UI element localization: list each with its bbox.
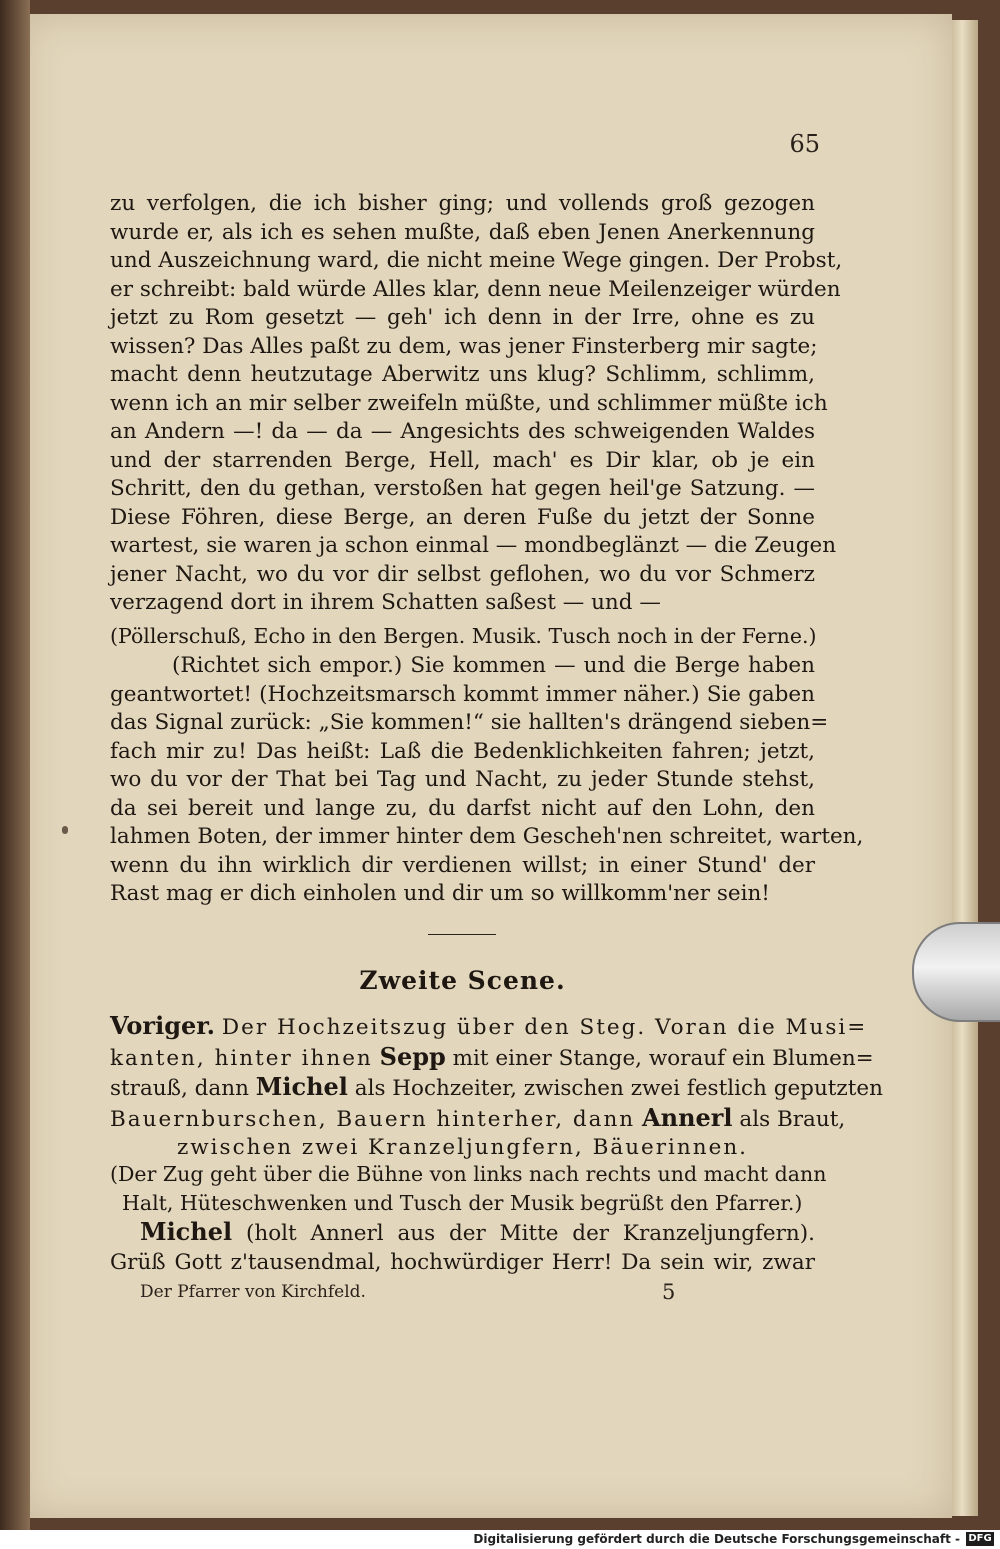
footer-book-title: Der Pfarrer von Kirchfeld. bbox=[140, 1282, 366, 1302]
page-clip bbox=[912, 922, 1000, 1022]
text-line: fach mir zu! Das heißt: Laß die Bedenklichkeiten fahren; jetzt, bbox=[110, 738, 815, 764]
cast-text: als Braut, bbox=[739, 1106, 846, 1132]
cast-text: als Hochzeiter, zwischen zwei festlich geputzten bbox=[354, 1076, 883, 1101]
character-name: Annerl bbox=[642, 1102, 733, 1132]
text-line: geantwortet! (Hochzeitsmarsch kommt immer näher.) Sie gaben bbox=[110, 681, 815, 707]
speaker-name: Michel bbox=[140, 1217, 233, 1246]
cast-line bbox=[110, 1011, 868, 1043]
text-line: da sei bereit und lange zu, du darfst nicht auf den Lohn, den bbox=[110, 795, 815, 821]
dialogue-line: Grüß Gott z'tausendmal, hochwürdiger Herr! Da sein wir, zwar bbox=[110, 1249, 815, 1275]
text-line: wartest, sie waren ja schon einmal — mondbeglänzt — die Zeugen bbox=[110, 533, 837, 558]
scene-title: Zweite Scene. bbox=[359, 966, 566, 995]
text-line: und Auszeichnung ward, die nicht meine Wege gingen. Der Probst, bbox=[110, 248, 843, 273]
cast-line bbox=[110, 1102, 846, 1135]
speck bbox=[62, 826, 68, 834]
page-edge bbox=[952, 20, 978, 1516]
stage-direction-2 bbox=[110, 1160, 827, 1217]
cast-text: Bauernburschen, Bauern hinterher, dann bbox=[110, 1106, 636, 1132]
text-line: das Signal zurück: „Sie kommen!“ sie hallten's drängend sieben= bbox=[110, 710, 829, 735]
page-number: 65 bbox=[789, 130, 820, 158]
text-line: jetzt zu Rom gesetzt — geh' ich denn in der Irre, ohne es zu bbox=[110, 305, 815, 330]
cast-line bbox=[110, 1072, 883, 1104]
text-line: wenn du ihn wirklich dir verdienen willst; in einer Stund' der bbox=[110, 852, 815, 878]
character-name: Michel bbox=[255, 1072, 348, 1101]
cast-text: kanten, hinter ihnen bbox=[110, 1045, 373, 1071]
cast-list bbox=[110, 1011, 883, 1163]
cast-text: mit einer Stange, worauf ein Blumen= bbox=[452, 1045, 874, 1071]
stage-direction-line: Halt, Hüteschwenken und Tusch der Musik begrüßt den Pfarrer.) bbox=[122, 1190, 803, 1215]
character-name: Sepp bbox=[379, 1041, 446, 1071]
text-line: wenn ich an mir selber zweifeln müßte, und schlimmer müßte ich bbox=[110, 390, 828, 416]
dfg-logo: DFG bbox=[966, 1532, 994, 1546]
text-line: Rast mag er dich einholen und dir um so willkomm'ner sein! bbox=[110, 881, 770, 906]
cast-text: strauß, dann bbox=[110, 1076, 249, 1101]
text-line: macht denn heutzutage Aberwitz uns klug? Schlimm, schlimm, bbox=[110, 362, 815, 387]
section-divider bbox=[428, 934, 496, 935]
text-line: Diese Föhren, diese Berge, an deren Fuße du jetzt der Sonne bbox=[110, 504, 815, 530]
character-name: Voriger. bbox=[110, 1011, 216, 1040]
digitization-notice: Digitalisierung gefördert durch die Deutsche Forschungsgemeinschaft - bbox=[473, 1532, 960, 1546]
stage-direction-1 bbox=[110, 622, 815, 651]
text-line: jener Nacht, wo du vor dir selbst geflohen, wo du vor Schmerz bbox=[110, 561, 815, 587]
text-line: verzagend dort in ihrem Schatten saßest — und — bbox=[110, 590, 661, 615]
text-line: (Richtet sich empor.) Sie kommen — und die Berge haben bbox=[172, 653, 815, 678]
cast-line: zwischen zwei Kranzeljungfern, Bäuerinnen. bbox=[176, 1135, 749, 1160]
stage-direction-line: (Der Zug geht über die Bühne von links nach rechts und macht dann bbox=[110, 1162, 827, 1186]
cast-text: Der Hochzeitszug über den Steg. Voran die Musi= bbox=[221, 1015, 868, 1040]
text-line: lahmen Boten, der immer hinter dem Gescheh'nen schreitet, warten, bbox=[110, 824, 864, 849]
text-line: wissen? Das Alles paßt zu dem, was jener Finsterberg mir sagte; bbox=[110, 333, 818, 359]
book-fold bbox=[0, 0, 30, 1530]
paragraph-monologue-1 bbox=[110, 190, 843, 618]
cast-line bbox=[110, 1041, 874, 1074]
dialogue-text: (holt Annerl aus der Mitte der Kranzeljungfern). bbox=[245, 1221, 815, 1246]
text-line: und der starrenden Berge, Hell, mach' es Dir klar, ob je ein bbox=[110, 447, 815, 473]
footer-signature-number: 5 bbox=[662, 1280, 676, 1304]
text-line: Schritt, den du gethan, verstoßen hat gegen heil'ge Satzung. — bbox=[110, 476, 815, 501]
text-line: wo du vor der That bei Tag und Nacht, zu jeder Stunde stehst, bbox=[110, 767, 815, 792]
text-line: zu verfolgen, die ich bisher ging; und vollends groß gezogen bbox=[110, 191, 815, 216]
text-line: an Andern —! da — da — Angesichts des schweigenden Waldes bbox=[110, 419, 815, 444]
paragraph-monologue-2 bbox=[110, 652, 864, 909]
paragraph-dialogue-michel bbox=[110, 1218, 815, 1277]
text-line: er schreibt: bald würde Alles klar, denn neue Meilenzeiger würden bbox=[110, 276, 841, 302]
dialogue-line bbox=[110, 1218, 815, 1249]
stage-direction-line: (Pöllerschuß, Echo in den Bergen. Musik. Tusch noch in der Ferne.) bbox=[110, 624, 817, 648]
text-line: wurde er, als ich es sehen mußte, daß eben Jenen Anerkennung bbox=[110, 219, 815, 245]
